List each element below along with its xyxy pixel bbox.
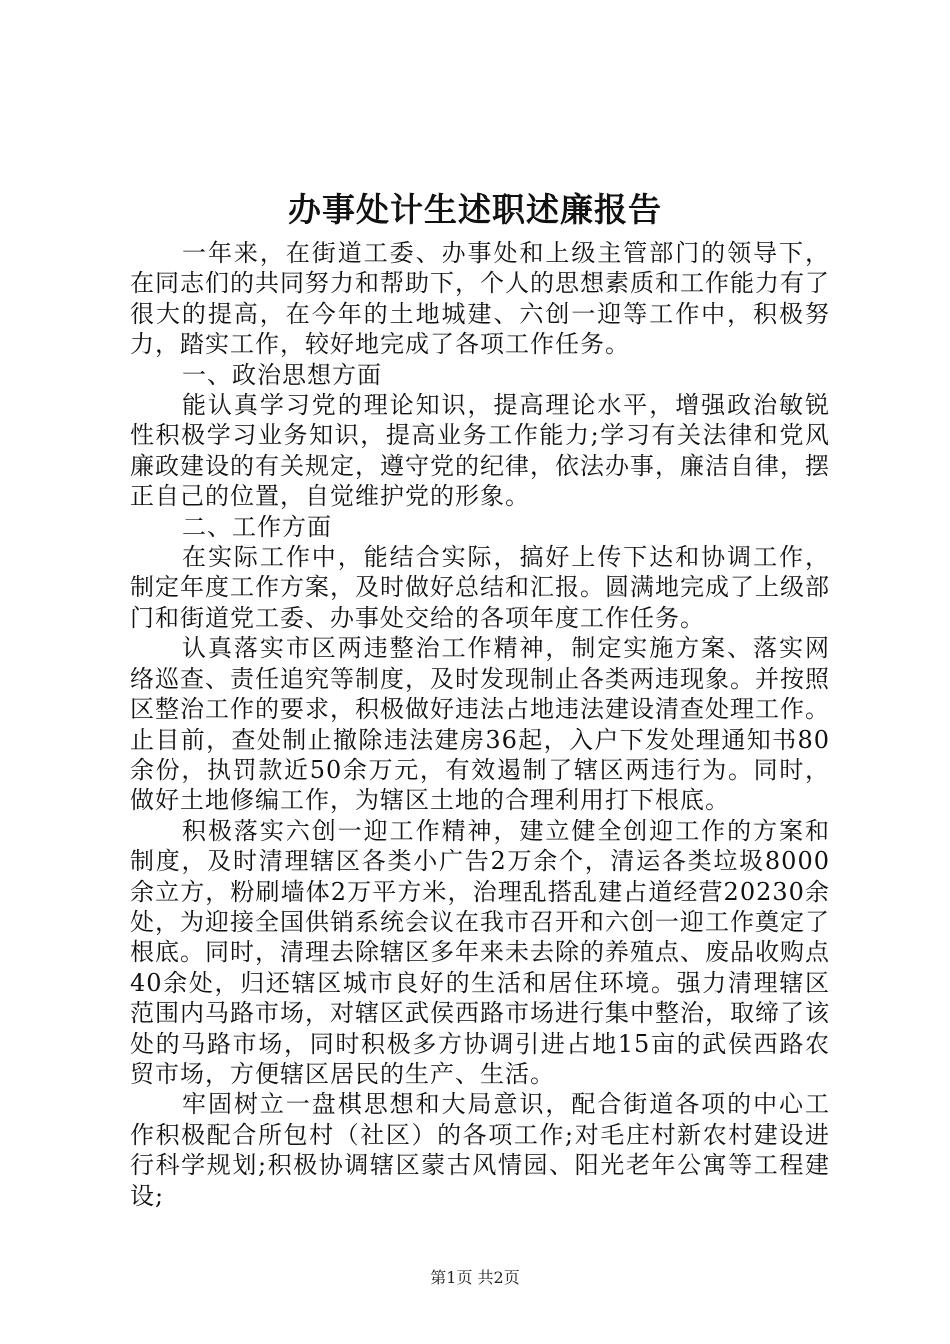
paragraph-overall-cooperation: 牢固树立一盘棋思想和大局意识，配合街道各项的中心工作积极配合所包村（社区）的各项工作;对毛庄村新农村建设进行科学规划;积极协调辖区蒙古风情园、阳光老年公寓等工程建设; <box>130 1090 830 1210</box>
document-body <box>130 238 830 1211</box>
section-heading-political: 一、政治思想方面 <box>182 360 382 389</box>
document-title: 办事处计生述职述廉报告 <box>288 190 662 229</box>
section-heading-work: 二、工作方面 <box>182 512 332 541</box>
paragraph-illegal-construction: 认真落实市区两违整治工作精神，制定实施方案、落实网络巡查、责任追究等制度，及时发现制止各类两违现象。并按照区整治工作的要求，积极做好违法占地违法建设清查处理工作。止目前，查处制止撤除违法建房36起，入户下发处理通知书80余份，执罚款近50余万元，有效遏制了辖区两违行为。同时，做好土地修编工作，为辖区土地的合理利用打下根底。 <box>130 634 830 815</box>
paragraph-intro: 一年来，在街道工委、办事处和上级主管部门的领导下，在同志们的共同努力和帮助下，个人的思想素质和工作能力有了很大的提高，在今年的土地城建、六创一迎等工作中，积极努力，踏实工作，较好地完成了各项工作任务。 <box>130 239 830 359</box>
paragraph-political: 能认真学习党的理论知识，提高理论水平，增强政治敏锐性积极学习业务知识，提高业务工作能力;学习有关法律和党风廉政建设的有关规定，遵守党的纪律，依法办事，廉洁自律，摆正自己的位置，自觉维护党的形象。 <box>130 391 830 511</box>
page-footer: 第1页 共2页 <box>430 1268 520 1287</box>
paragraph-work-overview: 在实际工作中，能结合实际，搞好上传下达和协调工作，制定年度工作方案，及时做好总结和汇报。圆满地完成了上级部门和街道党工委、办事处交给的各项年度工作任务。 <box>130 543 830 632</box>
paragraph-six-creations: 积极落实六创一迎工作精神，建立健全创迎工作的方案和制度，及时清理辖区各类小广告2万余个，清运各类垃圾8000余立方，粉刷墙体2万平方米，治理乱搭乱建占道经营20230余处，为迎接全国供销系统会议在我市召开和六创一迎工作奠定了根底。同时，清理去除辖区多年来未去除的养殖点、废品收购点40余处，归还辖区城市良好的生活和居住环境。强力清理辖区范围内马路市场，对辖区武侯西路市场进行集中整治，取缔了该处的马路市场，同时积极多方协调引进占地15亩的武侯西路农贸市场，方便辖区居民的生产、生活。 <box>130 816 830 1088</box>
